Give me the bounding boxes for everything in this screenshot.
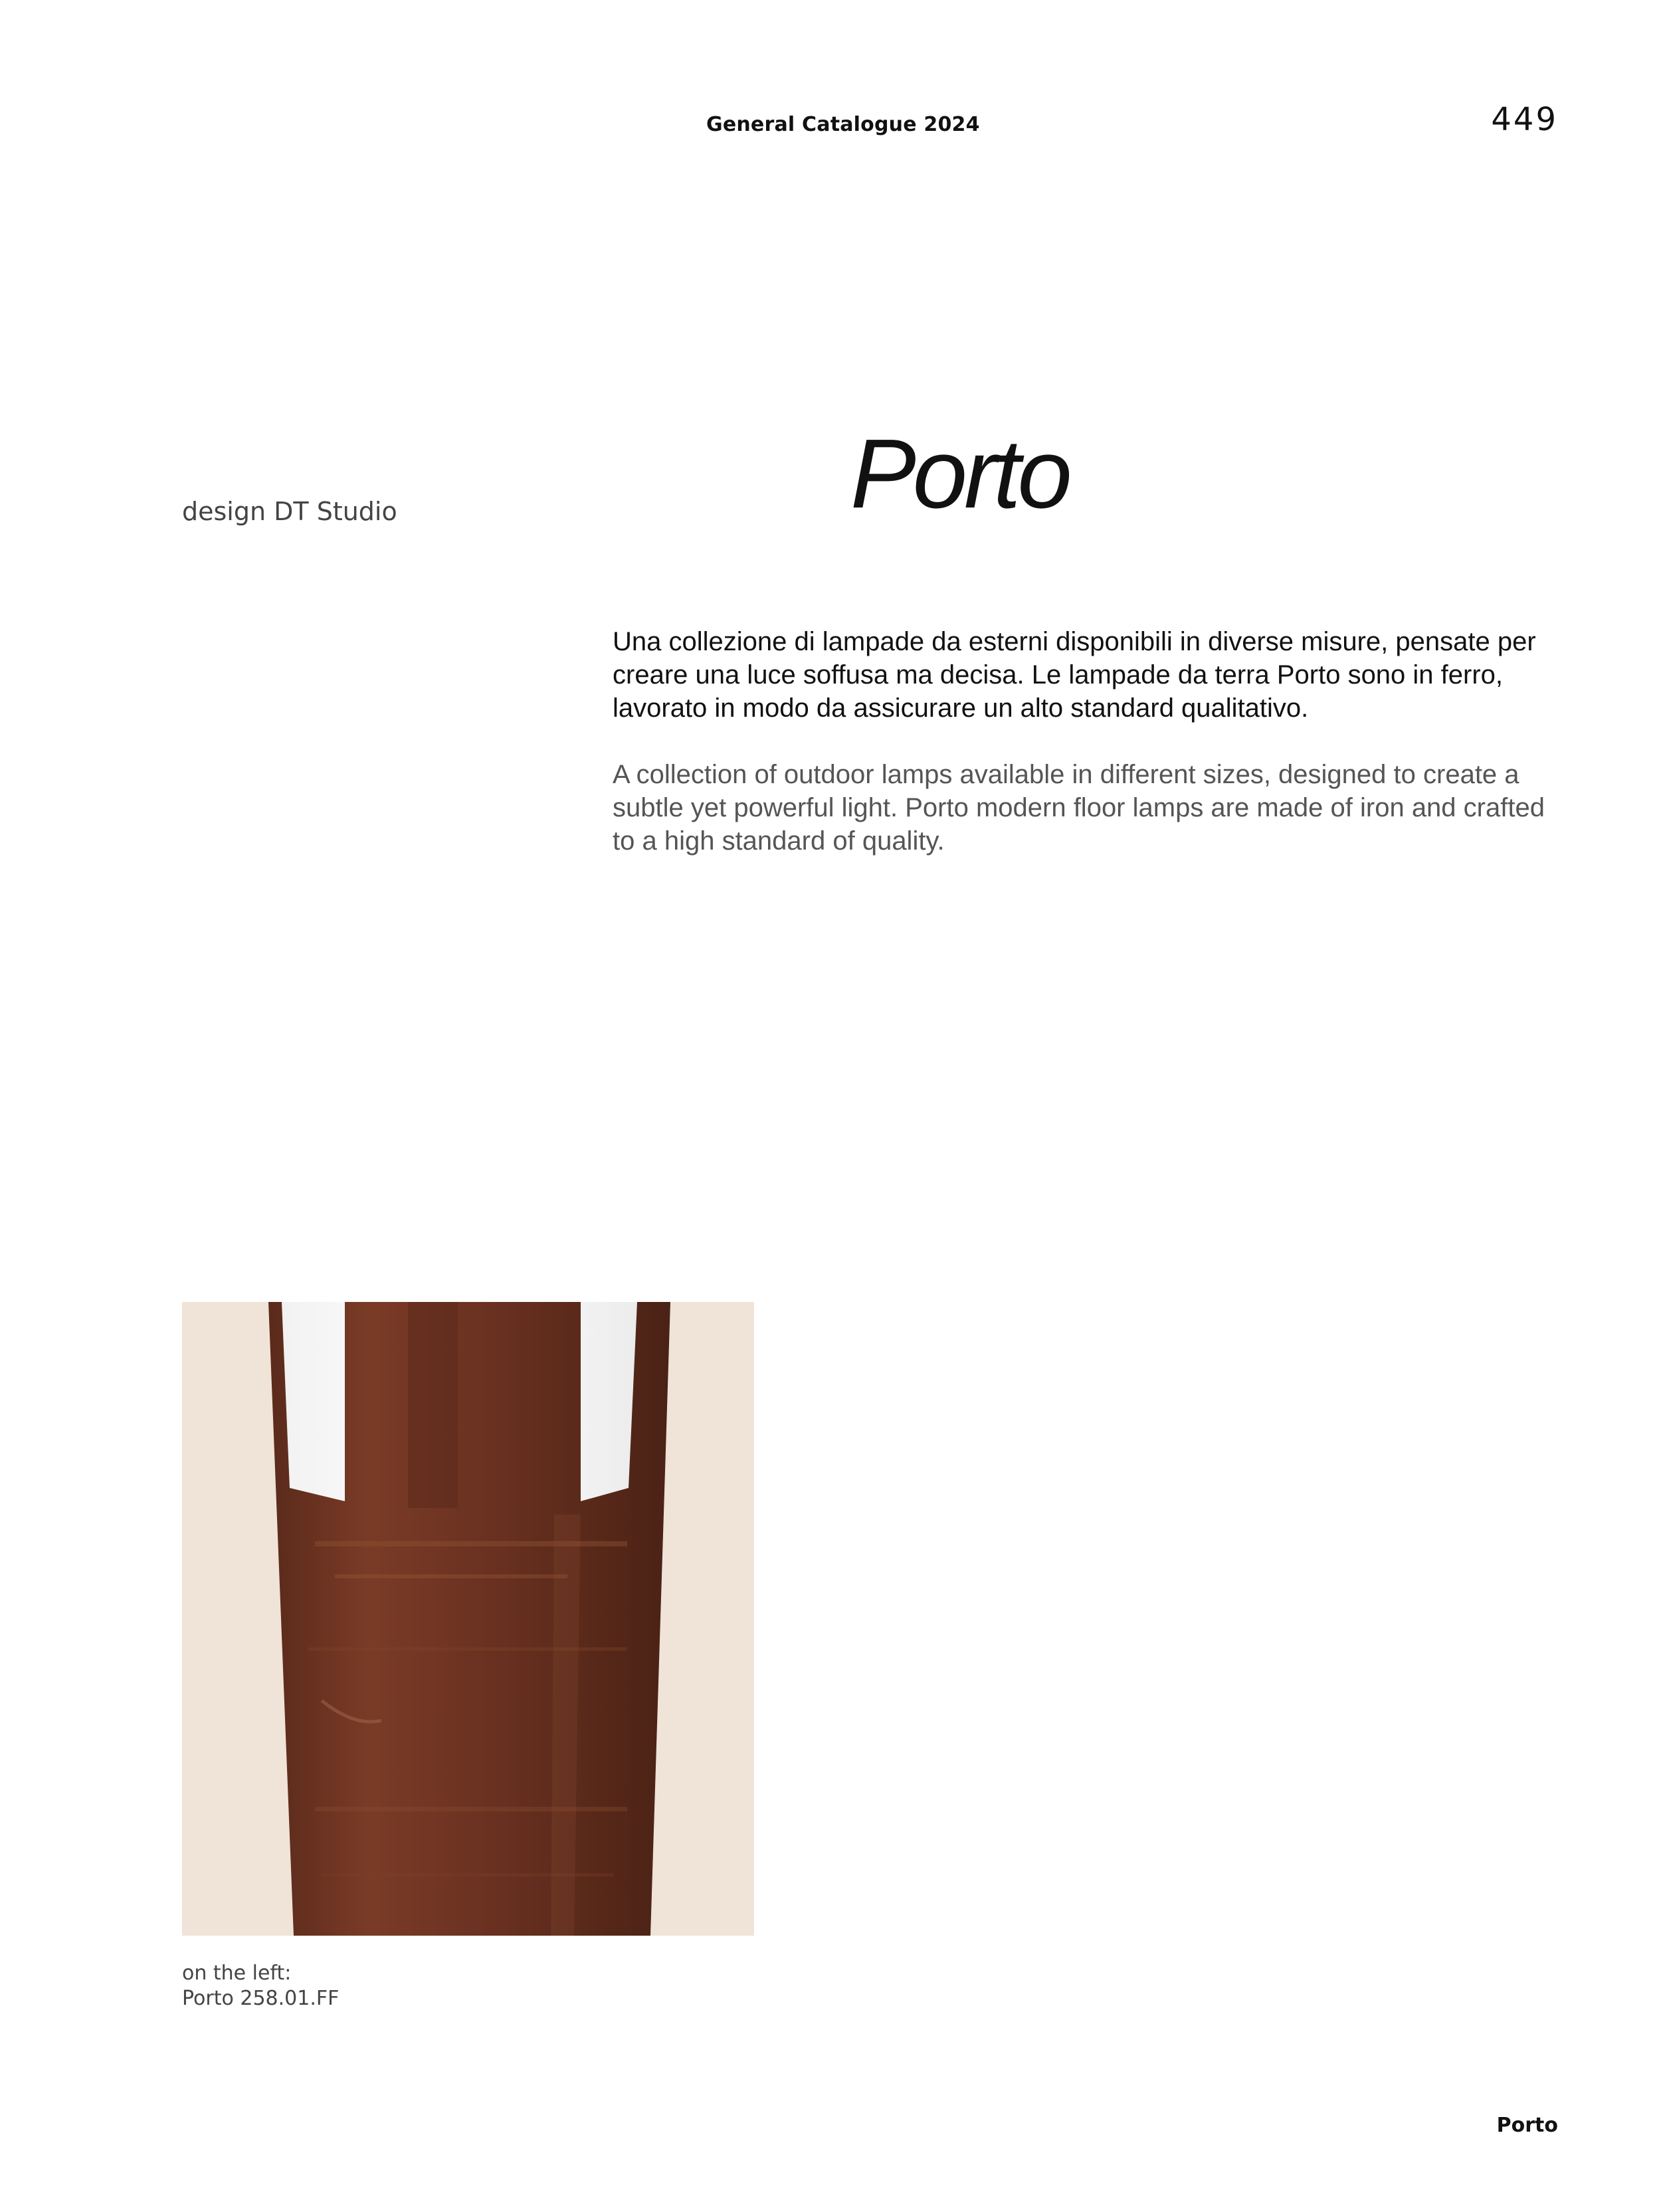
photo-caption [182,1961,339,2011]
designer-credit: design DT Studio [182,497,397,526]
page-number: 449 [1491,101,1558,138]
footer-section-label: Porto [1496,2114,1558,2137]
catalogue-title: General Catalogue 2024 [706,113,980,136]
caption-line-2: Porto 258.01.FF [182,1987,340,2010]
description-english: A collection of outdoor lamps available in different sizes, designed to create a subtle yet powerful light. Porto modern floor lamps are made of iron and crafted to a high standard of quality. [613,760,1545,856]
description-italian: Una collezione di lampade da esterni disponibili in diverse misure, pensate per creare una luce soffusa ma decisa. Le lampade da terra Porto sono in ferro, lavorato in modo da assicurare un alto standard qualitativo. [613,627,1536,723]
caption-line-1: on the left: [182,1962,292,1985]
product-photo [182,1302,754,1936]
lamp-illustration [182,1302,754,1936]
product-title: Porto [850,419,1069,529]
